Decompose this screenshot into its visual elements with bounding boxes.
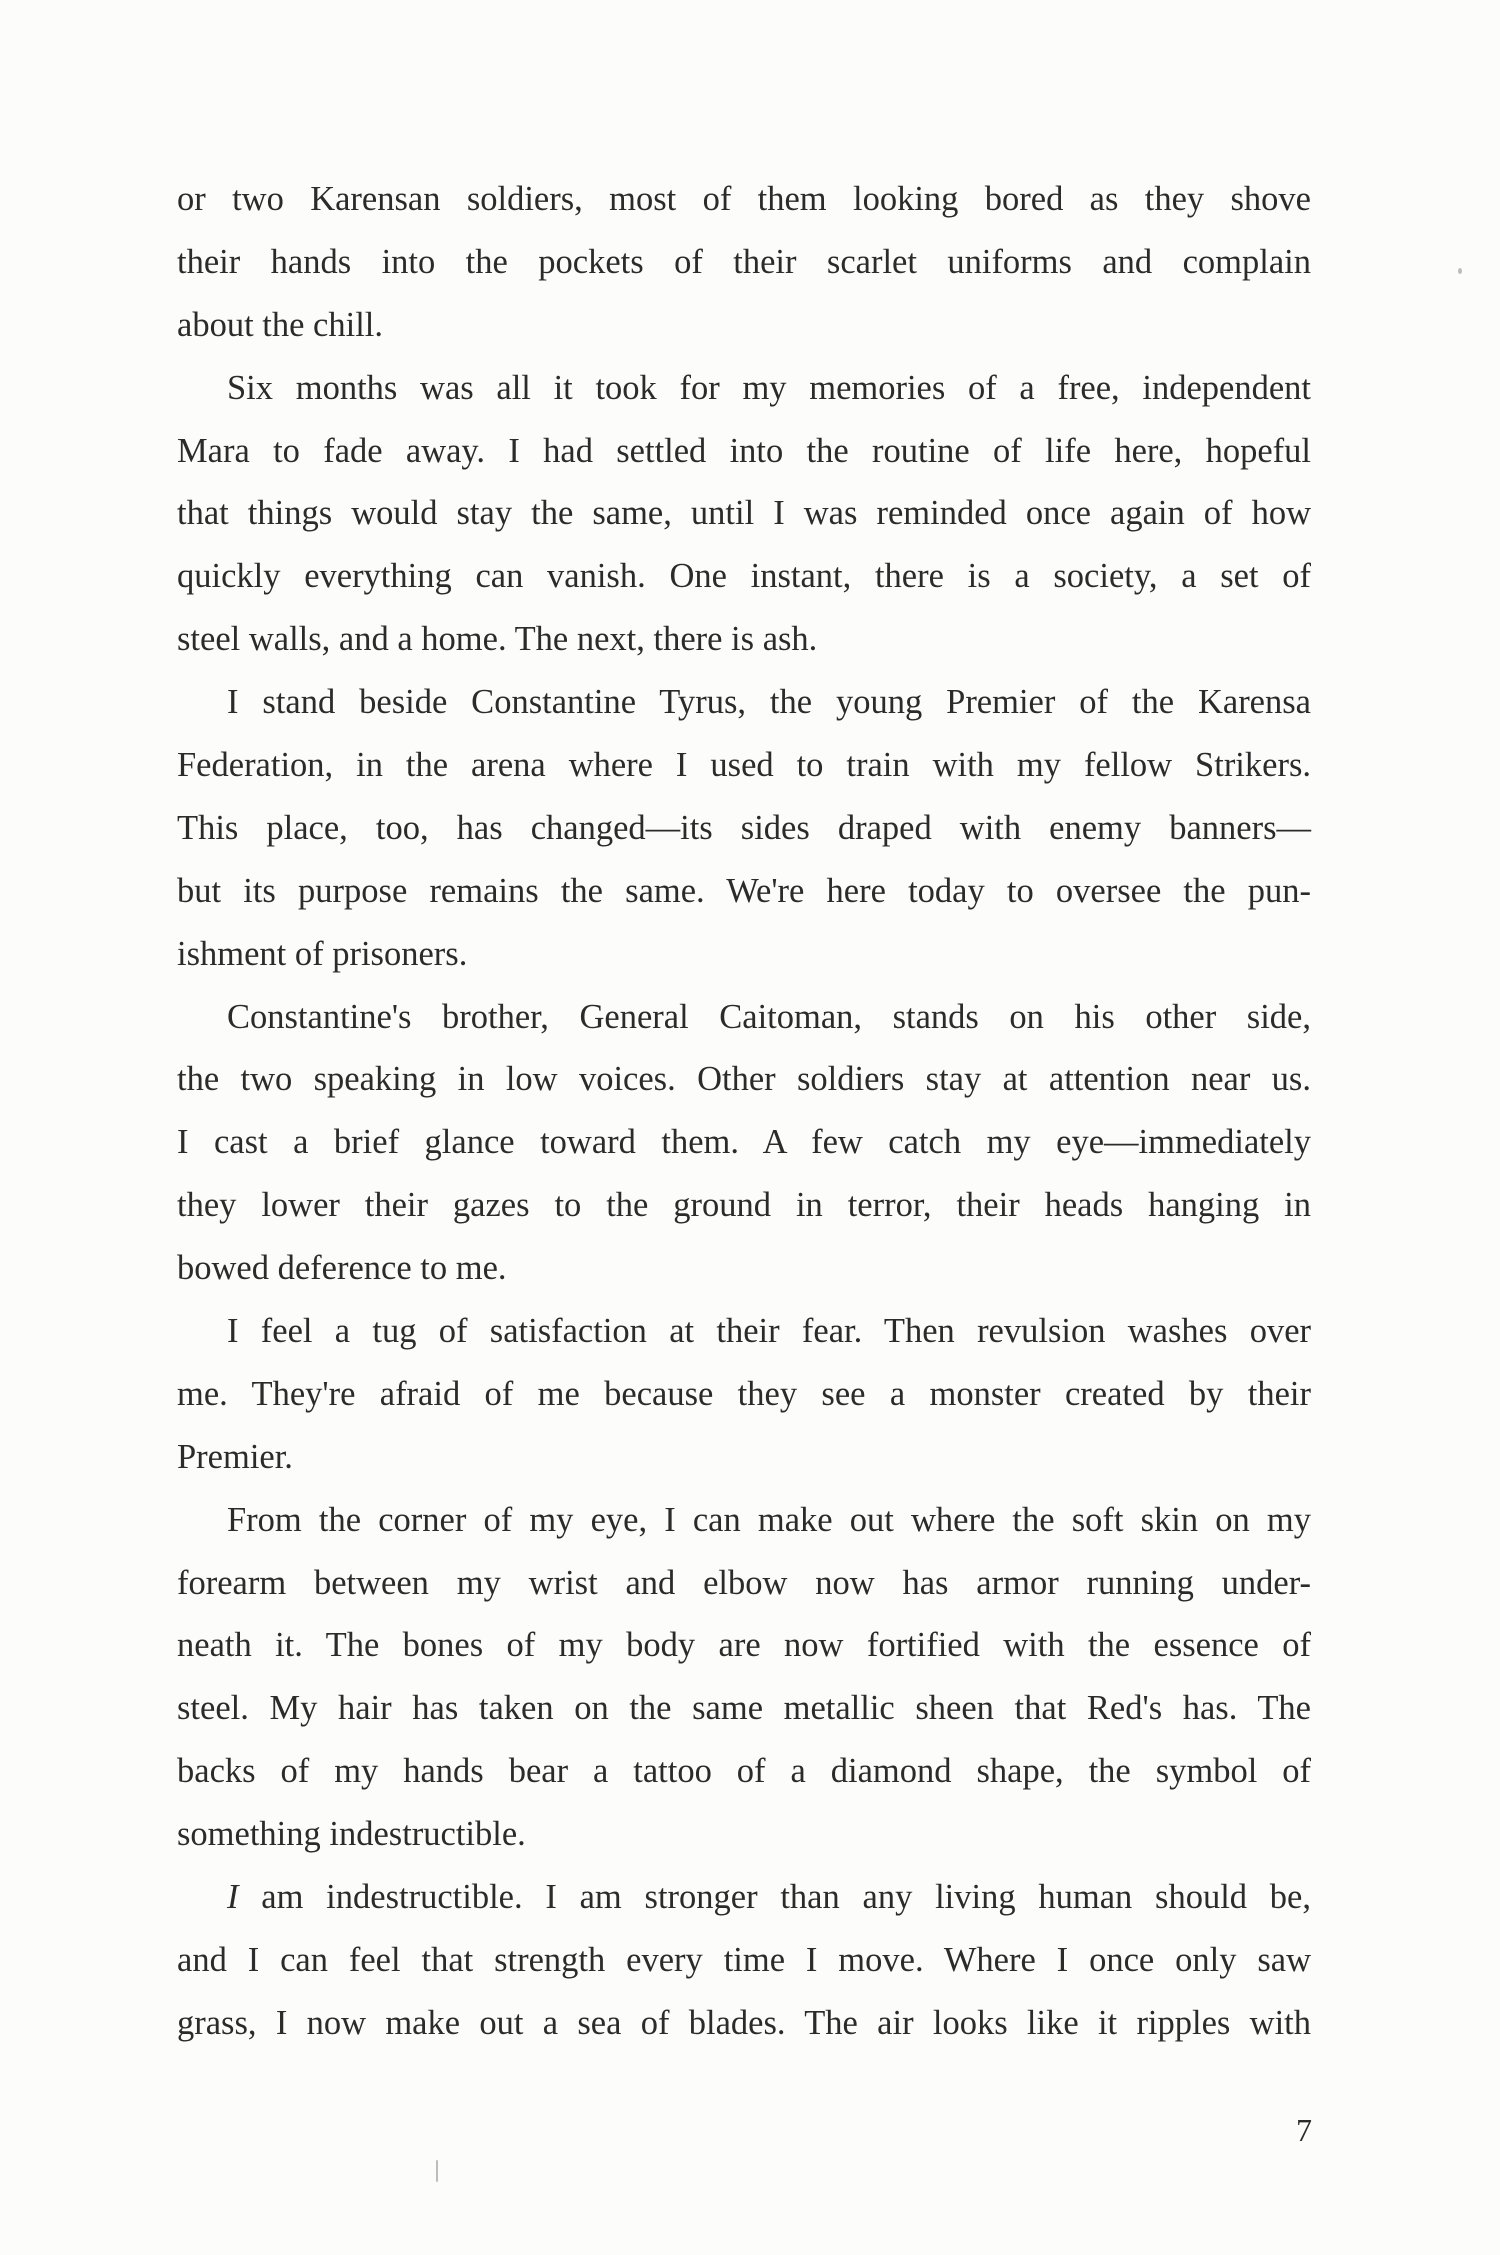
text-line: the two speaking in low voices. Other soldiers stay at attention near us. [177,1060,1311,1099]
text-line: or two Karensan soldiers, most of them looking bored as they shove [177,180,1311,218]
text-line: steel walls, and a home. The next, there is ash. [177,620,818,659]
text-line: I stand beside Constantine Tyrus, the young Premier of the Karensa [227,683,1311,722]
text-line: backs of my hands bear a tattoo of a diamond shape, the symbol of [177,1752,1311,1791]
text-line: that things would stay the same, until I was reminded once again of how [177,494,1311,533]
page-number: 7 [1296,2112,1312,2148]
italic-word: I [227,1878,239,1917]
text-line: steel. My hair has taken on the same metallic sheen that Red's has. The [177,1689,1311,1728]
text-line: grass, I now make out a sea of blades. The air looks like it ripples with [177,2003,1311,2042]
scan-speck [436,2160,438,2182]
text-line: Premier. [177,1437,293,1476]
text-line: I feel a tug of satisfaction at their fear. Then revulsion washes over [227,1312,1311,1351]
text-line: about the chill. [177,305,383,344]
scan-speck [1458,268,1462,274]
line-text: am indestructible. I am stronger than any living human should be, [238,1878,1311,1917]
text-line: Constantine's brother, General Caitoman, stands on his other side, [227,997,1311,1036]
text-line: quickly everything can vanish. One instant, there is a society, a set of [177,557,1311,596]
text-line: they lower their gazes to the ground in terror, their heads hanging in [177,1186,1311,1225]
text-line: Six months was all it took for my memories of a free, independent [227,368,1311,407]
text-line: me. They're afraid of me because they see a monster created by their [177,1374,1311,1413]
text-line: forearm between my wrist and elbow now has armor running under- [177,1563,1311,1602]
text-line: Mara to fade away. I had settled into the routine of life here, hopeful [177,431,1311,470]
text-line: This place, too, has changed—its sides draped with enemy banners— [177,808,1311,847]
text-line: I cast a brief glance toward them. A few catch my eye—immediately [177,1123,1311,1162]
text-line [177,1866,1311,1929]
text-line: ishment of prisoners. [177,934,468,973]
text-line: Federation, in the arena where I used to train with my fellow Strikers. [177,746,1311,785]
text-line: but its purpose remains the same. We're here today to oversee the pun- [177,871,1311,910]
text-line: something indestructible. [177,1815,526,1854]
text-line: neath it. The bones of my body are now fortified with the essence of [177,1626,1311,1665]
text-line: bowed deference to me. [177,1249,507,1288]
body-text [177,168,1311,2055]
text-line: and I can feel that strength every time I move. Where I once only saw [177,1940,1311,1979]
text-line: From the corner of my eye, I can make out where the soft skin on my [227,1500,1311,1539]
text-line: their hands into the pockets of their scarlet uniforms and complain [177,242,1311,281]
